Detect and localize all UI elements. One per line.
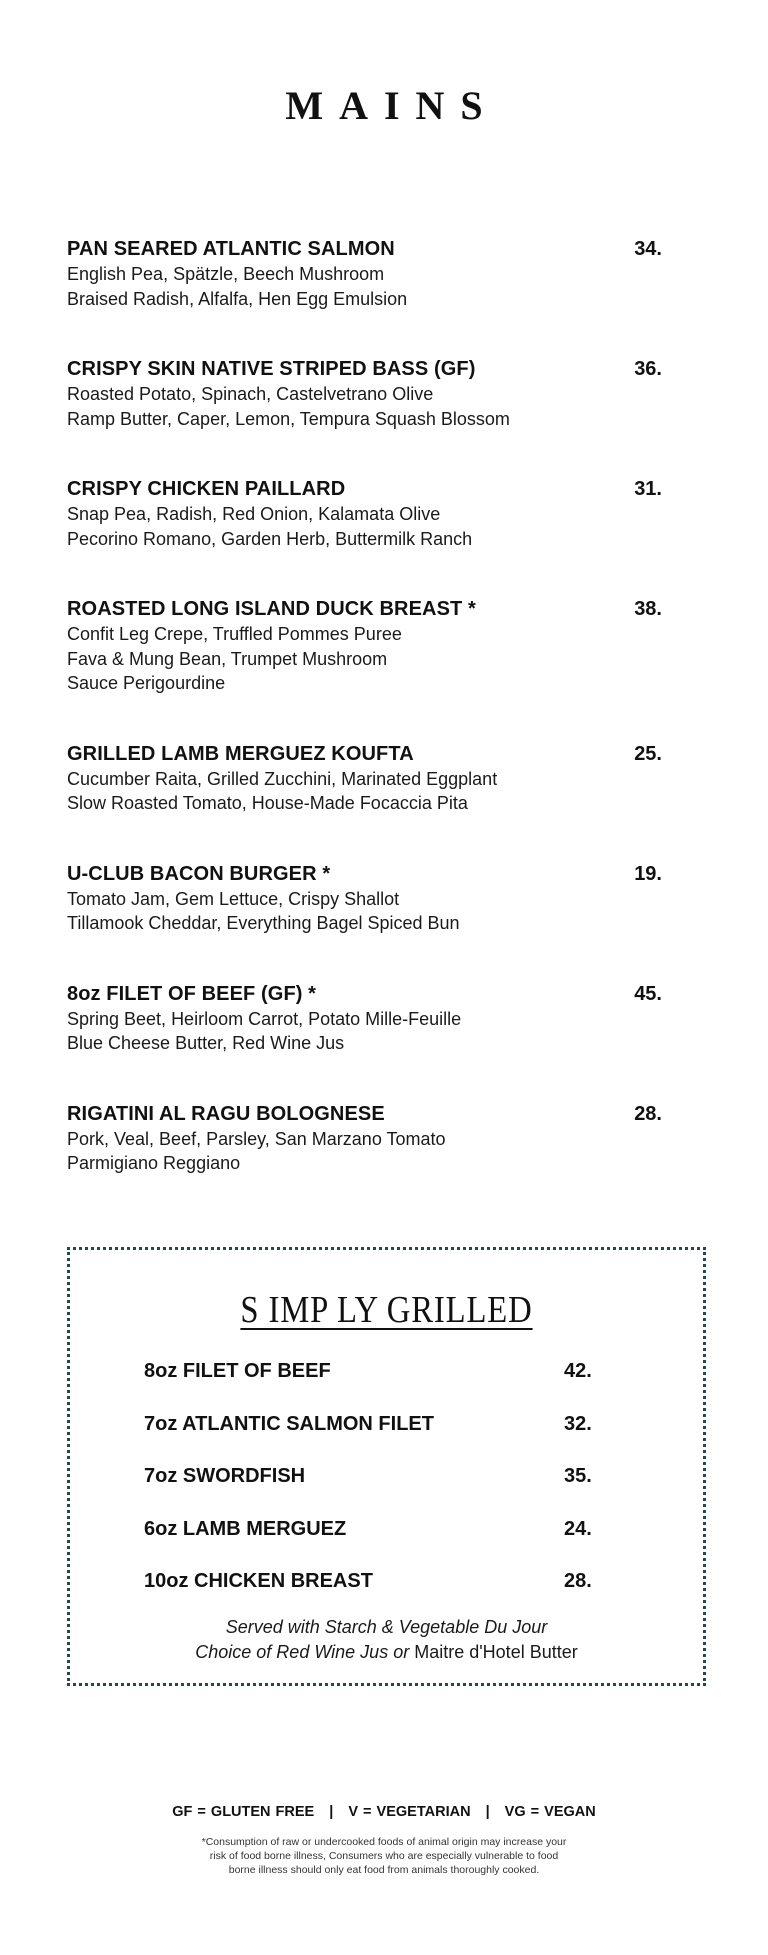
note-line-2-italic: Choice of Red Wine Jus or bbox=[195, 1642, 410, 1662]
grilled-item-name: 6oz LAMB MERGUEZ bbox=[144, 1517, 347, 1540]
grilled-item bbox=[144, 1358, 604, 1411]
simply-grilled-title: S IMP LY GRILLED bbox=[240, 1289, 533, 1331]
grilled-item-name: 7oz SWORDFISH bbox=[144, 1465, 306, 1487]
legend-separator: | bbox=[329, 1804, 334, 1820]
simply-grilled-list bbox=[144, 1358, 604, 1621]
description-line: Tomato Jam, Gem Lettuce, Crispy Shallot bbox=[67, 888, 400, 909]
item-name: CRISPY CHICKEN PAILLARD bbox=[67, 478, 346, 500]
description-line: Pecorino Romano, Garden Herb, Buttermilk Ranch bbox=[67, 528, 473, 549]
item-description bbox=[67, 887, 667, 936]
description-line: Ramp Butter, Caper, Lemon, Tempura Squash Blossom bbox=[67, 408, 510, 429]
note-line-2 bbox=[70, 1640, 703, 1665]
dietary-legend bbox=[0, 1804, 768, 1820]
disclaimer-line: *Consumption of raw or undercooked foods of animal origin may increase your bbox=[201, 1836, 567, 1848]
description-line: Blue Cheese Butter, Red Wine Jus bbox=[67, 1033, 345, 1053]
item-name: ROASTED LONG ISLAND DUCK BREAST * bbox=[67, 598, 476, 620]
menu-item bbox=[67, 356, 667, 431]
description-line: Sauce Perigourdine bbox=[67, 673, 226, 693]
grilled-item bbox=[144, 1411, 604, 1464]
legend-v: V = VEGETARIAN bbox=[348, 1804, 471, 1820]
page-title: MAINS bbox=[285, 83, 499, 128]
note-line-2-regular: Maitre d'Hotel Butter bbox=[414, 1642, 578, 1662]
item-description bbox=[67, 622, 667, 696]
grilled-item-price: 28. bbox=[564, 1570, 592, 1592]
note-line-1: Served with Starch & Vegetable Du Jour bbox=[225, 1617, 548, 1637]
grilled-item bbox=[144, 1463, 604, 1516]
item-name: GRILLED LAMB MERGUEZ KOUFTA bbox=[67, 742, 414, 765]
item-price: 31. bbox=[634, 478, 662, 500]
menu-item bbox=[67, 741, 667, 816]
disclaimer-line: risk of food borne illness, Consumers who are especially vulnerable to food bbox=[209, 1850, 559, 1862]
item-name: RIGATINI AL RAGU BOLOGNESE bbox=[67, 1102, 385, 1125]
grilled-item bbox=[144, 1568, 604, 1621]
legend-gf: GF = GLUTEN FREE bbox=[172, 1804, 315, 1820]
item-description bbox=[67, 382, 667, 431]
item-price: 36. bbox=[634, 358, 662, 380]
description-line: Parmigiano Reggiano bbox=[67, 1153, 241, 1173]
description-line: Cucumber Raita, Grilled Zucchini, Marinated Eggplant bbox=[67, 768, 498, 789]
description-line: Slow Roasted Tomato, House-Made Focaccia Pita bbox=[67, 793, 468, 813]
legend-separator: | bbox=[485, 1804, 490, 1820]
grilled-item-price: 32. bbox=[564, 1412, 592, 1435]
grilled-item-price: 35. bbox=[564, 1465, 592, 1487]
menu-item bbox=[67, 1101, 667, 1176]
grilled-item-price: 24. bbox=[564, 1517, 592, 1540]
item-price: 45. bbox=[634, 982, 662, 1005]
item-price: 34. bbox=[634, 238, 662, 260]
simply-grilled-box bbox=[67, 1247, 706, 1686]
item-price: 19. bbox=[634, 862, 662, 885]
menu-item bbox=[67, 861, 667, 936]
grilled-item bbox=[144, 1516, 604, 1569]
grilled-item-name: 7oz ATLANTIC SALMON FILET bbox=[144, 1412, 434, 1435]
description-line: Tillamook Cheddar, Everything Bagel Spiced Bun bbox=[67, 913, 460, 933]
grilled-item-price: 42. bbox=[564, 1360, 592, 1382]
grilled-item-name: 8oz FILET OF BEEF bbox=[144, 1360, 331, 1382]
menu-item bbox=[67, 981, 667, 1056]
description-line: Snap Pea, Radish, Red Onion, Kalamata Olive bbox=[67, 504, 441, 524]
description-line: Roasted Potato, Spinach, Castelvetrano Olive bbox=[67, 384, 434, 404]
description-line: Braised Radish, Alfalfa, Hen Egg Emulsion bbox=[67, 288, 408, 309]
description-line: Spring Beet, Heirloom Carrot, Potato Mille-Feuille bbox=[67, 1008, 462, 1029]
description-line: Fava & Mung Bean, Trumpet Mushroom bbox=[67, 648, 388, 669]
item-price: 38. bbox=[634, 598, 662, 620]
mains-list bbox=[67, 236, 667, 1221]
item-description bbox=[67, 262, 667, 311]
description-line: English Pea, Spätzle, Beech Mushroom bbox=[67, 264, 385, 284]
description-line: Pork, Veal, Beef, Parsley, San Marzano Tomato bbox=[67, 1128, 446, 1149]
item-description bbox=[67, 1007, 667, 1056]
item-name: PAN SEARED ATLANTIC SALMON bbox=[67, 238, 395, 260]
disclaimer-line: borne illness should only eat food from animals thoroughly cooked. bbox=[228, 1864, 540, 1876]
grilled-item-name: 10oz CHICKEN BREAST bbox=[144, 1570, 373, 1592]
item-description bbox=[67, 767, 667, 816]
item-price: 25. bbox=[634, 742, 662, 765]
description-line: Confit Leg Crepe, Truffled Pommes Puree bbox=[67, 624, 402, 644]
food-safety-disclaimer bbox=[0, 1835, 768, 1877]
menu-item bbox=[67, 596, 667, 696]
grilled-note bbox=[70, 1615, 703, 1665]
item-name: U-CLUB BACON BURGER * bbox=[67, 862, 331, 885]
legend-vg: VG = VEGAN bbox=[504, 1804, 596, 1820]
menu-item bbox=[67, 236, 667, 311]
item-price: 28. bbox=[634, 1102, 662, 1125]
item-description bbox=[67, 502, 667, 551]
menu-item bbox=[67, 476, 667, 551]
item-name: 8oz FILET OF BEEF (GF) * bbox=[67, 982, 317, 1005]
item-name: CRISPY SKIN NATIVE STRIPED BASS (GF) bbox=[67, 358, 476, 380]
item-description bbox=[67, 1127, 667, 1176]
